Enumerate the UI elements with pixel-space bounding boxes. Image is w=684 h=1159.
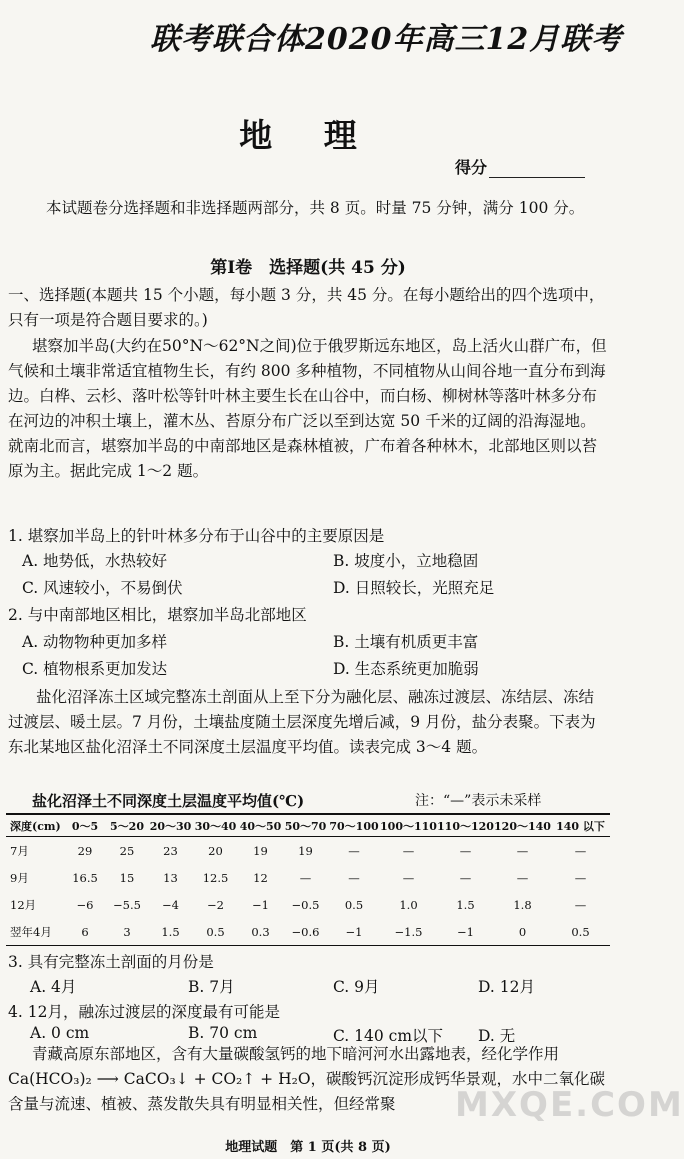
passage-kamchatka: 堪察加半岛(大约在50°N～62°N之间)位于俄罗斯远东地区，岛上活火山群广布，但气候和土壤非常适宜植物生长，有约 800 多种植物，不同植物从山间谷地一直分布到海边。白桦、云杉、落叶松等针叶林主要生长在山谷中，而白杨、柳树林等落叶林多分布在河边的冲积土壤上，灌木丛、苔原分布广泛以至到达宽 50 千米的辽阔的沿海湿地。就南北而言，堪察加半岛的中南部地区是森林植被，广布着各种林木，北部地区则以苔原为主。据此完成 1～2 题。	[8, 337, 607, 480]
table-header-cell: 110～120	[437, 814, 494, 837]
table-cell: —	[516, 870, 529, 885]
table-row	[6, 891, 610, 918]
question-instructions: 一、选择题(本题共 15 个小题，每小题 3 分，共 45 分。在每小题给出的四个选项中，只有一项是符合题目要求的。)	[8, 286, 605, 329]
q1-option-b: B. 坡度小，立地稳固	[333, 552, 479, 570]
table-header-cell: 100～110	[380, 814, 437, 837]
q1-option-a: A. 地势低，水热较好	[22, 552, 168, 570]
q2-option-a: A. 动物物种更加多样	[22, 633, 168, 651]
table-header-cell: 30～40	[193, 814, 238, 837]
table-cell: 1.5	[456, 897, 475, 912]
table-cell: 12	[253, 870, 268, 885]
table-header-cell: 40～50	[238, 814, 283, 837]
table-cell: 0.3	[238, 918, 283, 946]
table-cell: 7月	[10, 843, 29, 858]
table-cell: —	[459, 870, 472, 885]
question-1-stem: 1. 堪察加半岛上的针叶林多分布于山谷中的主要原因是	[8, 527, 385, 545]
passage-travertine: 青藏高原东部地区，含有大量碳酸氢钙的地下暗河河水出露地表，经化学作用 Ca(HCO₃)₂ ⟶ CaCO₃↓ + CO₂↑ + H₂O，碳酸钙沉淀形成钙华景观，水中二氧化碳含量与流速、植被、蒸发散失具有明显相关性，但经常聚	[8, 1045, 606, 1113]
table-cell: 29	[77, 843, 93, 858]
table-cell: 0.5	[344, 897, 364, 912]
table-cell: —	[574, 843, 587, 858]
table-cell: 1.5	[148, 918, 193, 946]
table-cell: 19	[253, 843, 268, 858]
table-cell: 9月	[10, 870, 29, 885]
section-title: 第Ⅰ卷 选择题(共 45 分)	[210, 258, 406, 278]
q1-option-d: D. 日照较长，光照充足	[333, 579, 495, 597]
table-cell: −0.6	[283, 918, 328, 946]
question-2-stem: 2. 与中南部地区相比，堪察加半岛北部地区	[8, 606, 307, 624]
exam-intro: 本试题卷分选择题和非选择题两部分，共 8 页。时量 75 分钟，满分 100 分。	[46, 199, 585, 217]
table-cell: −5.5	[113, 897, 141, 912]
passage-frozen-soil: 盐化沼泽冻土区域完整冻土剖面从上至下分为融化层、融冻过渡层、冻结层、冻结过渡层、暖土层。7 月份，土壤盐度随土层深度先增后减，9 月份，盐分表聚。下表为东北某地区盐化沼泽土不同深度土层温度平均值。读表完成 3～4 题。	[8, 688, 596, 756]
table-cell: —	[516, 843, 529, 858]
table-cell: 翌年4月	[6, 918, 64, 946]
q4-option-b: B. 70 cm	[188, 1024, 258, 1042]
table-cell: −1.5	[380, 918, 437, 946]
table-cell: —	[574, 897, 587, 912]
table-header-cell: 0～5	[64, 814, 106, 837]
table-header-cell: 深度(cm)	[6, 814, 64, 837]
table-cell: 25	[119, 843, 135, 858]
table-cell: 20	[208, 843, 223, 858]
table-cell: 0.5	[193, 918, 238, 946]
table-cell: 0.5	[551, 918, 610, 946]
table-cell: —	[348, 870, 360, 885]
score-blank	[489, 163, 585, 178]
q4-option-a: A. 0 cm	[30, 1024, 90, 1042]
score-label: 得分	[455, 158, 488, 177]
table-cell: —	[402, 870, 415, 885]
table-cell: −6	[76, 897, 94, 912]
table-header-cell: 20～30	[148, 814, 193, 837]
table-row	[6, 864, 610, 891]
q2-option-b: B. 土壤有机质更丰富	[333, 633, 479, 651]
subject-title: 地 理	[239, 116, 377, 155]
table-cell: −2	[207, 897, 224, 912]
table-cell: 15	[119, 870, 135, 885]
q3-option-d: D. 12月	[478, 978, 535, 996]
table-cell: 0	[494, 918, 551, 946]
table-cell: 1.0	[399, 897, 418, 912]
exam-header-title: 联考联合体2020年高三12月联考	[150, 22, 623, 57]
table-cell: —	[299, 870, 312, 885]
table-header-cell: 50～70	[283, 814, 328, 837]
table-cell: 12.5	[202, 870, 229, 885]
table-cell: —	[459, 843, 472, 858]
page-footer: 地理试题 第 1 页(共 8 页)	[225, 1140, 391, 1155]
table-cell: −1	[328, 918, 380, 946]
table-cell: —	[574, 870, 587, 885]
question-3-stem: 3. 具有完整冻土剖面的月份是	[8, 953, 214, 971]
table-cell: 12月	[10, 897, 37, 912]
table-cell: 3	[106, 918, 148, 946]
q3-option-a: A. 4月	[30, 978, 77, 996]
table-cell: —	[402, 843, 415, 858]
q4-option-d: D. 无	[478, 1027, 516, 1045]
table-header-cell: 120～140	[494, 814, 551, 837]
q3-option-c: C. 9月	[333, 978, 380, 996]
table-cell: −1	[252, 897, 269, 912]
q3-option-b: B. 7月	[188, 978, 235, 996]
table-cell: 19	[298, 843, 313, 858]
table-row	[6, 837, 610, 865]
q4-option-c: C. 140 cm以下	[333, 1027, 444, 1045]
table-cell: —	[348, 843, 360, 858]
table-header-cell: 70～100	[328, 814, 380, 837]
q2-option-c: C. 植物根系更加发达	[22, 660, 168, 678]
table-caption: 盐化沼泽土不同深度土层温度平均值(℃)	[32, 792, 305, 810]
table-cell: −0.5	[291, 897, 320, 912]
table-cell: −1	[437, 918, 494, 946]
table-header-cell: 5～20	[106, 814, 148, 837]
table-header-cell: 140 以下	[551, 814, 610, 837]
table-header-row	[6, 814, 610, 837]
table-cell: 23	[163, 843, 178, 858]
table-cell: 13	[163, 870, 178, 885]
table-cell: 6	[64, 918, 106, 946]
question-4-stem: 4. 12月，融冻过渡层的深度最有可能是	[8, 1003, 280, 1021]
q1-option-c: C. 风速较小，不易倒伏	[22, 579, 183, 597]
table-cell: −4	[162, 897, 179, 912]
soil-temperature-table	[6, 813, 610, 946]
table-cell: 16.5	[72, 870, 98, 885]
table-note: 注：“—”表示未采样	[415, 793, 542, 809]
table-row	[6, 918, 610, 946]
score-field	[455, 155, 585, 178]
watermark: MXQE.COM	[455, 1085, 684, 1125]
q2-option-d: D. 生态系统更加脆弱	[333, 660, 479, 678]
table-cell: 1.8	[513, 897, 532, 912]
